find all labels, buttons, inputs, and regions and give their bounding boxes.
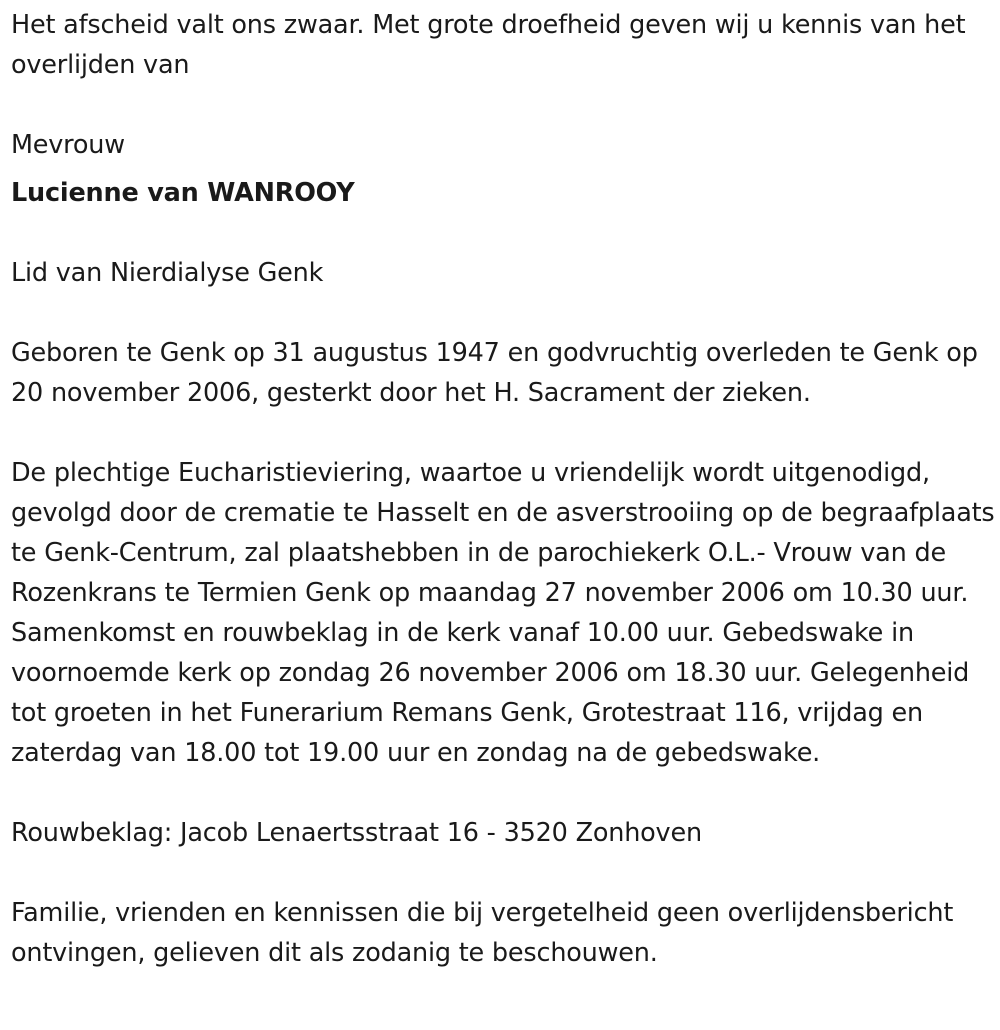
ceremony-paragraph: De plechtige Eucharistieviering, waartoe u vriendelijk wordt uitgenodigd, gevolgd door de crematie te Hasselt en de asverstrooiing op de begraafplaats te Genk-Centrum, zal plaatshebben in de parochiekerk O.L.- Vrouw van de Rozenkrans te Termien Genk op maandag 27 november 2006 om 10.30 uur. Samenkomst en rouwbeklag in de kerk vanaf 10.00 uur. Gebedswake in voornoemde kerk op zondag 26 november 2006 om 18.30 uur. Gelegenheid tot groeten in het Funerarium Remans Genk, Grotestraat 116, vrijdag en zaterdag van 18.00 tot 19.00 uur en zondag na de gebedswake. [11, 458, 995, 768]
obituary-notice [11, 5, 996, 1013]
condolence-address: Rouwbeklag: Jacob Lenaertsstraat 16 - 3520 Zonhoven [11, 818, 702, 848]
intro-paragraph: Het afscheid valt ons zwaar. Met grote droefheid geven wij u kennis van het overlijden van [11, 10, 966, 80]
closing-paragraph: Familie, vrienden en kennissen die bij vergetelheid geen overlijdensbericht ontvingen, gelieven dit als zodanig te beschouwen. [11, 898, 954, 968]
deceased-name: Lucienne van WANROOY [11, 178, 355, 208]
salutation: Mevrouw [11, 130, 125, 160]
birth-death-paragraph: Geboren te Genk op 31 augustus 1947 en godvruchtig overleden te Genk op 20 november 2006, gesterkt door het H. Sacrament der zieken. [11, 338, 978, 408]
membership-line: Lid van Nierdialyse Genk [11, 258, 324, 288]
